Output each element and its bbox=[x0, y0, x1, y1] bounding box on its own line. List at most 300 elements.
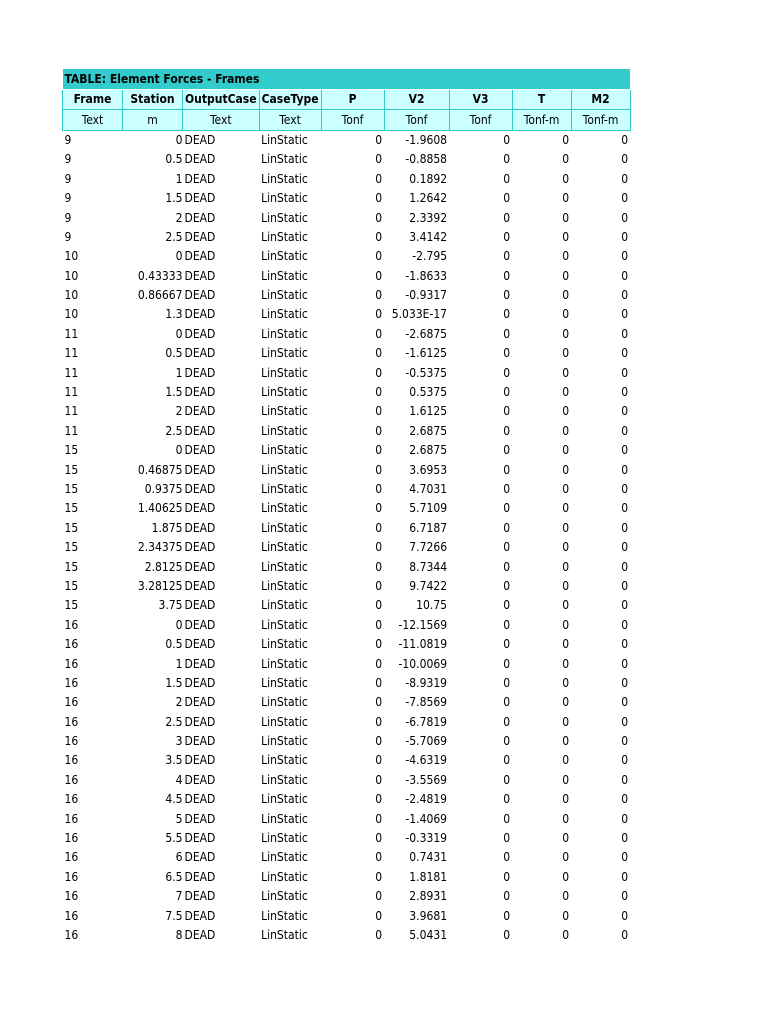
cell-casetype[interactable]: LinStatic bbox=[261, 132, 308, 147]
cell-casetype[interactable]: LinStatic bbox=[261, 927, 308, 942]
cell-p[interactable]: 0 bbox=[375, 772, 383, 787]
cell-p[interactable]: 0 bbox=[375, 792, 383, 807]
cell-station[interactable]: 3.75 bbox=[158, 598, 183, 613]
cell-frame[interactable]: 16 bbox=[64, 927, 79, 942]
cell-t[interactable]: 0 bbox=[562, 423, 570, 438]
cell-v3[interactable]: 0 bbox=[503, 540, 511, 555]
cell-frame[interactable]: 16 bbox=[64, 675, 79, 690]
cell-frame[interactable]: 16 bbox=[64, 889, 79, 904]
cell-frame[interactable]: 15 bbox=[64, 482, 79, 496]
cell-casetype[interactable]: LinStatic bbox=[261, 385, 308, 400]
cell-outputcase[interactable]: DEAD bbox=[184, 229, 216, 244]
cell-t[interactable]: 0 bbox=[562, 152, 570, 167]
cell-m2[interactable]: 0 bbox=[621, 889, 629, 904]
cell-v2[interactable]: 0.1892 bbox=[409, 171, 448, 186]
cell-t[interactable]: 0 bbox=[562, 637, 570, 652]
cell-m2[interactable]: 0 bbox=[621, 365, 629, 380]
cell-v2[interactable]: -0.3319 bbox=[405, 831, 448, 846]
cell-t[interactable]: 0 bbox=[562, 559, 570, 574]
cell-v3[interactable]: 0 bbox=[503, 152, 511, 167]
cell-outputcase[interactable]: DEAD bbox=[184, 346, 216, 361]
cell-casetype[interactable]: LinStatic bbox=[261, 307, 308, 322]
cell-station[interactable]: 0.5 bbox=[165, 637, 183, 652]
cell-p[interactable]: 0 bbox=[375, 482, 383, 496]
cell-station[interactable]: 1.5 bbox=[165, 385, 183, 400]
cell-casetype[interactable]: LinStatic bbox=[261, 637, 308, 652]
cell-outputcase[interactable]: DEAD bbox=[184, 210, 216, 225]
cell-v3[interactable]: 0 bbox=[503, 637, 511, 652]
cell-outputcase[interactable]: DEAD bbox=[184, 656, 216, 671]
cell-frame[interactable]: 16 bbox=[64, 714, 79, 729]
cell-m2[interactable]: 0 bbox=[621, 268, 629, 283]
cell-m2[interactable]: 0 bbox=[621, 482, 629, 496]
cell-frame[interactable]: 16 bbox=[64, 637, 79, 652]
cell-v2[interactable]: -1.6125 bbox=[405, 346, 448, 361]
cell-m2[interactable]: 0 bbox=[621, 578, 629, 593]
cell-frame[interactable]: 11 bbox=[64, 346, 79, 361]
cell-v2[interactable]: 5.7109 bbox=[409, 501, 448, 516]
cell-casetype[interactable]: LinStatic bbox=[261, 850, 308, 865]
cell-m2[interactable]: 0 bbox=[621, 288, 629, 303]
cell-casetype[interactable]: LinStatic bbox=[261, 540, 308, 555]
cell-m2[interactable]: 0 bbox=[621, 792, 629, 807]
cell-outputcase[interactable]: DEAD bbox=[184, 559, 216, 574]
cell-outputcase[interactable]: DEAD bbox=[184, 132, 216, 147]
cell-v2[interactable]: 6.7187 bbox=[409, 520, 448, 535]
cell-station[interactable]: 0.46875 bbox=[137, 462, 183, 477]
cell-station[interactable]: 2.8125 bbox=[144, 559, 183, 574]
cell-m2[interactable]: 0 bbox=[621, 423, 629, 438]
cell-frame[interactable]: 15 bbox=[64, 520, 79, 535]
cell-v2[interactable]: 3.9681 bbox=[409, 908, 448, 923]
cell-v3[interactable]: 0 bbox=[503, 772, 511, 787]
cell-m2[interactable]: 0 bbox=[621, 714, 629, 729]
cell-t[interactable]: 0 bbox=[562, 229, 570, 244]
cell-v2[interactable]: 2.3392 bbox=[409, 210, 448, 225]
cell-casetype[interactable]: LinStatic bbox=[261, 656, 308, 671]
cell-frame[interactable]: 9 bbox=[64, 171, 72, 186]
cell-outputcase[interactable]: DEAD bbox=[184, 617, 216, 632]
cell-v2[interactable]: -10.0069 bbox=[398, 656, 448, 671]
cell-m2[interactable]: 0 bbox=[621, 152, 629, 167]
cell-station[interactable]: 2.5 bbox=[165, 714, 183, 729]
cell-t[interactable]: 0 bbox=[562, 869, 570, 884]
cell-t[interactable]: 0 bbox=[562, 191, 570, 206]
cell-v3[interactable]: 0 bbox=[503, 171, 511, 186]
cell-outputcase[interactable]: DEAD bbox=[184, 365, 216, 380]
cell-frame[interactable]: 15 bbox=[64, 559, 79, 574]
cell-casetype[interactable]: LinStatic bbox=[261, 559, 308, 574]
cell-t[interactable]: 0 bbox=[562, 326, 570, 341]
cell-v3[interactable]: 0 bbox=[503, 210, 511, 225]
cell-p[interactable]: 0 bbox=[375, 753, 383, 768]
cell-casetype[interactable]: LinStatic bbox=[261, 792, 308, 807]
cell-station[interactable]: 3 bbox=[175, 734, 183, 749]
cell-v3[interactable]: 0 bbox=[503, 501, 511, 516]
cell-outputcase[interactable]: DEAD bbox=[184, 249, 216, 264]
cell-casetype[interactable]: LinStatic bbox=[261, 520, 308, 535]
cell-station[interactable]: 2.5 bbox=[165, 229, 183, 244]
cell-frame[interactable]: 16 bbox=[64, 850, 79, 865]
cell-casetype[interactable]: LinStatic bbox=[261, 831, 308, 846]
cell-v3[interactable]: 0 bbox=[503, 792, 511, 807]
cell-outputcase[interactable]: DEAD bbox=[184, 268, 216, 283]
cell-m2[interactable]: 0 bbox=[621, 540, 629, 555]
cell-station[interactable]: 4.5 bbox=[165, 792, 183, 807]
cell-p[interactable]: 0 bbox=[375, 385, 383, 400]
cell-outputcase[interactable]: DEAD bbox=[184, 598, 216, 613]
cell-p[interactable]: 0 bbox=[375, 326, 383, 341]
cell-outputcase[interactable]: DEAD bbox=[184, 462, 216, 477]
cell-v3[interactable]: 0 bbox=[503, 753, 511, 768]
cell-p[interactable]: 0 bbox=[375, 598, 383, 613]
cell-m2[interactable]: 0 bbox=[621, 385, 629, 400]
cell-casetype[interactable]: LinStatic bbox=[261, 772, 308, 787]
cell-t[interactable]: 0 bbox=[562, 501, 570, 516]
cell-t[interactable]: 0 bbox=[562, 908, 570, 923]
cell-v2[interactable]: 10.75 bbox=[416, 598, 448, 613]
cell-v3[interactable]: 0 bbox=[503, 191, 511, 206]
cell-t[interactable]: 0 bbox=[562, 307, 570, 322]
cell-v3[interactable]: 0 bbox=[503, 462, 511, 477]
cell-outputcase[interactable]: DEAD bbox=[184, 850, 216, 865]
cell-p[interactable]: 0 bbox=[375, 307, 383, 322]
cell-v2[interactable]: -7.8569 bbox=[405, 695, 448, 710]
cell-frame[interactable]: 11 bbox=[64, 423, 79, 438]
cell-station[interactable]: 5 bbox=[175, 811, 183, 826]
cell-m2[interactable]: 0 bbox=[621, 326, 629, 341]
cell-v3[interactable]: 0 bbox=[503, 598, 511, 613]
cell-p[interactable]: 0 bbox=[375, 501, 383, 516]
header-m2[interactable]: M2 bbox=[571, 90, 630, 110]
cell-m2[interactable]: 0 bbox=[621, 307, 629, 322]
cell-outputcase[interactable]: DEAD bbox=[184, 675, 216, 690]
cell-v3[interactable]: 0 bbox=[503, 365, 511, 380]
cell-casetype[interactable]: LinStatic bbox=[261, 908, 308, 923]
cell-station[interactable]: 1.40625 bbox=[137, 501, 183, 516]
cell-v3[interactable]: 0 bbox=[503, 520, 511, 535]
header-p[interactable]: P bbox=[321, 90, 384, 110]
cell-t[interactable]: 0 bbox=[562, 889, 570, 904]
cell-p[interactable]: 0 bbox=[375, 229, 383, 244]
cell-v2[interactable]: -5.7069 bbox=[405, 734, 448, 749]
cell-p[interactable]: 0 bbox=[375, 268, 383, 283]
cell-frame[interactable]: 9 bbox=[64, 229, 72, 244]
unit-v3[interactable]: Tonf bbox=[449, 110, 512, 130]
cell-t[interactable]: 0 bbox=[562, 734, 570, 749]
cell-m2[interactable]: 0 bbox=[621, 850, 629, 865]
cell-casetype[interactable]: LinStatic bbox=[261, 811, 308, 826]
cell-t[interactable]: 0 bbox=[562, 831, 570, 846]
cell-t[interactable]: 0 bbox=[562, 288, 570, 303]
cell-v3[interactable]: 0 bbox=[503, 132, 511, 147]
cell-p[interactable]: 0 bbox=[375, 831, 383, 846]
cell-m2[interactable]: 0 bbox=[621, 210, 629, 225]
cell-outputcase[interactable]: DEAD bbox=[184, 152, 216, 167]
cell-casetype[interactable]: LinStatic bbox=[261, 365, 308, 380]
cell-t[interactable]: 0 bbox=[562, 753, 570, 768]
cell-outputcase[interactable]: DEAD bbox=[184, 307, 216, 322]
cell-p[interactable]: 0 bbox=[375, 908, 383, 923]
cell-t[interactable]: 0 bbox=[562, 927, 570, 942]
cell-outputcase[interactable]: DEAD bbox=[184, 714, 216, 729]
cell-v3[interactable]: 0 bbox=[503, 482, 511, 496]
cell-p[interactable]: 0 bbox=[375, 346, 383, 361]
cell-v3[interactable]: 0 bbox=[503, 734, 511, 749]
cell-frame[interactable]: 16 bbox=[64, 772, 79, 787]
cell-outputcase[interactable]: DEAD bbox=[184, 171, 216, 186]
cell-m2[interactable]: 0 bbox=[621, 404, 629, 419]
cell-station[interactable]: 7.5 bbox=[165, 908, 183, 923]
cell-v3[interactable]: 0 bbox=[503, 404, 511, 419]
cell-frame[interactable]: 15 bbox=[64, 578, 79, 593]
cell-v2[interactable]: 0.7431 bbox=[409, 850, 448, 865]
cell-v2[interactable]: -8.9319 bbox=[405, 675, 448, 690]
cell-p[interactable]: 0 bbox=[375, 152, 383, 167]
cell-p[interactable]: 0 bbox=[375, 210, 383, 225]
cell-v3[interactable]: 0 bbox=[503, 249, 511, 264]
cell-station[interactable]: 0.5 bbox=[165, 152, 183, 167]
header-outputcase[interactable]: OutputCase bbox=[183, 90, 260, 110]
cell-station[interactable]: 1.875 bbox=[151, 520, 183, 535]
cell-outputcase[interactable]: DEAD bbox=[184, 908, 216, 923]
cell-frame[interactable]: 10 bbox=[64, 288, 79, 303]
cell-v3[interactable]: 0 bbox=[503, 307, 511, 322]
cell-casetype[interactable]: LinStatic bbox=[261, 423, 308, 438]
unit-m2[interactable]: Tonf-m bbox=[571, 110, 630, 130]
cell-t[interactable]: 0 bbox=[562, 578, 570, 593]
cell-casetype[interactable]: LinStatic bbox=[261, 598, 308, 613]
cell-v3[interactable]: 0 bbox=[503, 268, 511, 283]
cell-v2[interactable]: 3.4142 bbox=[409, 229, 448, 244]
cell-p[interactable]: 0 bbox=[375, 132, 383, 147]
cell-m2[interactable]: 0 bbox=[621, 501, 629, 516]
cell-v3[interactable]: 0 bbox=[503, 559, 511, 574]
cell-casetype[interactable]: LinStatic bbox=[261, 869, 308, 884]
header-casetype[interactable]: CaseType bbox=[259, 90, 321, 110]
cell-frame[interactable]: 15 bbox=[64, 598, 79, 613]
cell-outputcase[interactable]: DEAD bbox=[184, 540, 216, 555]
cell-v2[interactable]: 0.5375 bbox=[409, 385, 448, 400]
cell-casetype[interactable]: LinStatic bbox=[261, 675, 308, 690]
cell-casetype[interactable]: LinStatic bbox=[261, 695, 308, 710]
header-station[interactable]: Station bbox=[123, 90, 183, 110]
cell-p[interactable]: 0 bbox=[375, 520, 383, 535]
cell-t[interactable]: 0 bbox=[562, 385, 570, 400]
cell-t[interactable]: 0 bbox=[562, 443, 570, 458]
cell-v3[interactable]: 0 bbox=[503, 908, 511, 923]
cell-station[interactable]: 1.5 bbox=[165, 675, 183, 690]
cell-p[interactable]: 0 bbox=[375, 191, 383, 206]
cell-v2[interactable]: 5.0431 bbox=[409, 927, 448, 942]
cell-station[interactable]: 4 bbox=[175, 772, 183, 787]
cell-casetype[interactable]: LinStatic bbox=[261, 404, 308, 419]
cell-m2[interactable]: 0 bbox=[621, 191, 629, 206]
cell-station[interactable]: 0 bbox=[175, 249, 183, 264]
cell-v2[interactable]: 2.6875 bbox=[409, 443, 448, 458]
cell-casetype[interactable]: LinStatic bbox=[261, 734, 308, 749]
cell-t[interactable]: 0 bbox=[562, 404, 570, 419]
cell-p[interactable]: 0 bbox=[375, 734, 383, 749]
cell-t[interactable]: 0 bbox=[562, 675, 570, 690]
cell-casetype[interactable]: LinStatic bbox=[261, 482, 308, 496]
cell-casetype[interactable]: LinStatic bbox=[261, 191, 308, 206]
unit-v2[interactable]: Tonf bbox=[384, 110, 449, 130]
cell-frame[interactable]: 15 bbox=[64, 540, 79, 555]
cell-p[interactable]: 0 bbox=[375, 249, 383, 264]
cell-outputcase[interactable]: DEAD bbox=[184, 385, 216, 400]
cell-outputcase[interactable]: DEAD bbox=[184, 482, 216, 496]
cell-m2[interactable]: 0 bbox=[621, 656, 629, 671]
cell-station[interactable]: 3.28125 bbox=[137, 578, 183, 593]
cell-v3[interactable]: 0 bbox=[503, 326, 511, 341]
cell-v3[interactable]: 0 bbox=[503, 423, 511, 438]
cell-m2[interactable]: 0 bbox=[621, 908, 629, 923]
cell-frame[interactable]: 11 bbox=[64, 326, 79, 341]
cell-v2[interactable]: -1.9608 bbox=[405, 132, 448, 147]
cell-v2[interactable]: -2.6875 bbox=[405, 326, 448, 341]
cell-station[interactable]: 0 bbox=[175, 617, 183, 632]
cell-v3[interactable]: 0 bbox=[503, 675, 511, 690]
cell-t[interactable]: 0 bbox=[562, 811, 570, 826]
cell-casetype[interactable]: LinStatic bbox=[261, 346, 308, 361]
cell-frame[interactable]: 16 bbox=[64, 695, 79, 710]
cell-m2[interactable]: 0 bbox=[621, 443, 629, 458]
cell-frame[interactable]: 9 bbox=[64, 132, 72, 147]
cell-p[interactable]: 0 bbox=[375, 811, 383, 826]
cell-v3[interactable]: 0 bbox=[503, 229, 511, 244]
cell-t[interactable]: 0 bbox=[562, 656, 570, 671]
cell-casetype[interactable]: LinStatic bbox=[261, 152, 308, 167]
cell-p[interactable]: 0 bbox=[375, 423, 383, 438]
cell-v2[interactable]: -4.6319 bbox=[405, 753, 448, 768]
cell-v3[interactable]: 0 bbox=[503, 831, 511, 846]
cell-v3[interactable]: 0 bbox=[503, 443, 511, 458]
cell-t[interactable]: 0 bbox=[562, 268, 570, 283]
cell-station[interactable]: 1 bbox=[175, 656, 183, 671]
cell-station[interactable]: 2 bbox=[175, 210, 183, 225]
cell-v3[interactable]: 0 bbox=[503, 578, 511, 593]
cell-frame[interactable]: 9 bbox=[64, 210, 72, 225]
cell-m2[interactable]: 0 bbox=[621, 675, 629, 690]
cell-station[interactable]: 0 bbox=[175, 326, 183, 341]
cell-frame[interactable]: 15 bbox=[64, 501, 79, 516]
cell-m2[interactable]: 0 bbox=[621, 831, 629, 846]
cell-v3[interactable]: 0 bbox=[503, 346, 511, 361]
cell-station[interactable]: 7 bbox=[175, 889, 183, 904]
cell-station[interactable]: 0.9375 bbox=[144, 482, 183, 496]
header-t[interactable]: T bbox=[512, 90, 571, 110]
cell-v2[interactable]: 5.033E-17 bbox=[391, 307, 448, 322]
cell-t[interactable]: 0 bbox=[562, 850, 570, 865]
cell-casetype[interactable]: LinStatic bbox=[261, 753, 308, 768]
cell-v2[interactable]: -2.4819 bbox=[405, 792, 448, 807]
cell-station[interactable]: 6.5 bbox=[165, 869, 183, 884]
cell-m2[interactable]: 0 bbox=[621, 753, 629, 768]
cell-m2[interactable]: 0 bbox=[621, 927, 629, 942]
cell-v3[interactable]: 0 bbox=[503, 889, 511, 904]
cell-v2[interactable]: 9.7422 bbox=[409, 578, 448, 593]
cell-t[interactable]: 0 bbox=[562, 210, 570, 225]
cell-casetype[interactable]: LinStatic bbox=[261, 889, 308, 904]
cell-p[interactable]: 0 bbox=[375, 675, 383, 690]
cell-frame[interactable]: 16 bbox=[64, 734, 79, 749]
cell-station[interactable]: 2 bbox=[175, 404, 183, 419]
cell-t[interactable]: 0 bbox=[562, 365, 570, 380]
cell-p[interactable]: 0 bbox=[375, 695, 383, 710]
cell-casetype[interactable]: LinStatic bbox=[261, 443, 308, 458]
cell-p[interactable]: 0 bbox=[375, 171, 383, 186]
cell-p[interactable]: 0 bbox=[375, 637, 383, 652]
cell-frame[interactable]: 16 bbox=[64, 908, 79, 923]
cell-frame[interactable]: 11 bbox=[64, 385, 79, 400]
cell-frame[interactable]: 16 bbox=[64, 656, 79, 671]
cell-outputcase[interactable]: DEAD bbox=[184, 637, 216, 652]
cell-outputcase[interactable]: DEAD bbox=[184, 811, 216, 826]
cell-outputcase[interactable]: DEAD bbox=[184, 191, 216, 206]
cell-t[interactable]: 0 bbox=[562, 540, 570, 555]
cell-frame[interactable]: 16 bbox=[64, 869, 79, 884]
cell-p[interactable]: 0 bbox=[375, 869, 383, 884]
cell-outputcase[interactable]: DEAD bbox=[184, 753, 216, 768]
cell-casetype[interactable]: LinStatic bbox=[261, 210, 308, 225]
cell-m2[interactable]: 0 bbox=[621, 617, 629, 632]
cell-p[interactable]: 0 bbox=[375, 656, 383, 671]
cell-outputcase[interactable]: DEAD bbox=[184, 288, 216, 303]
cell-v2[interactable]: -12.1569 bbox=[398, 617, 448, 632]
cell-m2[interactable]: 0 bbox=[621, 346, 629, 361]
cell-v3[interactable]: 0 bbox=[503, 869, 511, 884]
cell-t[interactable]: 0 bbox=[562, 249, 570, 264]
cell-frame[interactable]: 16 bbox=[64, 811, 79, 826]
cell-p[interactable]: 0 bbox=[375, 578, 383, 593]
cell-t[interactable]: 0 bbox=[562, 462, 570, 477]
cell-p[interactable]: 0 bbox=[375, 850, 383, 865]
cell-v2[interactable]: -3.5569 bbox=[405, 772, 448, 787]
cell-casetype[interactable]: LinStatic bbox=[261, 249, 308, 264]
cell-p[interactable]: 0 bbox=[375, 404, 383, 419]
cell-v2[interactable]: 4.7031 bbox=[409, 482, 448, 496]
cell-casetype[interactable]: LinStatic bbox=[261, 714, 308, 729]
cell-station[interactable]: 1 bbox=[175, 171, 183, 186]
cell-casetype[interactable]: LinStatic bbox=[261, 617, 308, 632]
cell-m2[interactable]: 0 bbox=[621, 637, 629, 652]
cell-station[interactable]: 2.34375 bbox=[137, 540, 183, 555]
cell-station[interactable]: 0 bbox=[175, 132, 183, 147]
cell-outputcase[interactable]: DEAD bbox=[184, 772, 216, 787]
table-title[interactable]: TABLE: Element Forces - Frames bbox=[63, 69, 631, 90]
cell-frame[interactable]: 10 bbox=[64, 268, 79, 283]
cell-p[interactable]: 0 bbox=[375, 927, 383, 942]
cell-m2[interactable]: 0 bbox=[621, 171, 629, 186]
cell-station[interactable]: 5.5 bbox=[165, 831, 183, 846]
cell-m2[interactable]: 0 bbox=[621, 132, 629, 147]
cell-frame[interactable]: 10 bbox=[64, 307, 79, 322]
cell-v3[interactable]: 0 bbox=[503, 288, 511, 303]
cell-m2[interactable]: 0 bbox=[621, 462, 629, 477]
unit-station[interactable]: m bbox=[123, 110, 183, 130]
cell-frame[interactable]: 16 bbox=[64, 792, 79, 807]
cell-v2[interactable]: -0.5375 bbox=[405, 365, 448, 380]
cell-p[interactable]: 0 bbox=[375, 559, 383, 574]
cell-casetype[interactable]: LinStatic bbox=[261, 326, 308, 341]
cell-casetype[interactable]: LinStatic bbox=[261, 462, 308, 477]
cell-outputcase[interactable]: DEAD bbox=[184, 443, 216, 458]
cell-outputcase[interactable]: DEAD bbox=[184, 734, 216, 749]
cell-station[interactable]: 2.5 bbox=[165, 423, 183, 438]
unit-p[interactable]: Tonf bbox=[321, 110, 384, 130]
cell-m2[interactable]: 0 bbox=[621, 772, 629, 787]
